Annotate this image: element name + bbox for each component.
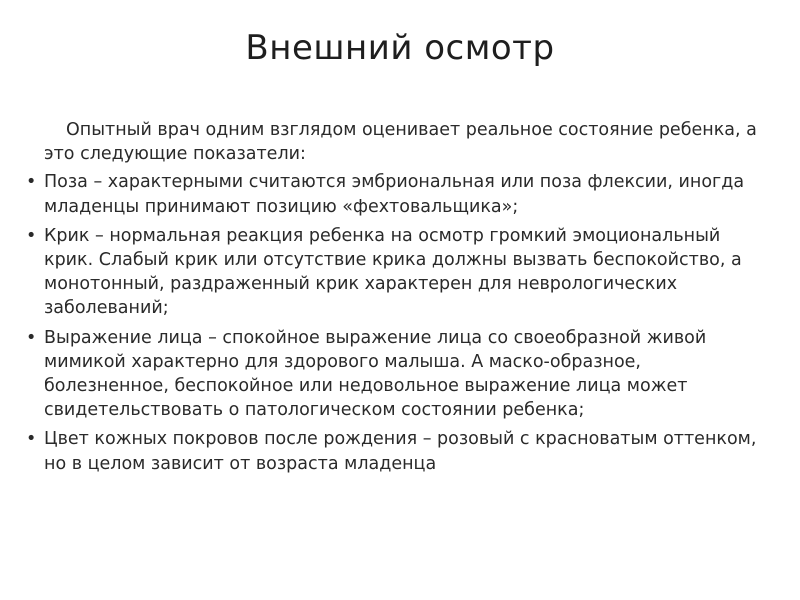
bullet-icon: •	[26, 172, 37, 193]
bullet-text: Поза – характерными считаются эмбриональная или поза флексии, иногда младенцы принимают позицию «фехтовальщика»;	[44, 172, 745, 217]
bullet-list	[24, 170, 764, 475]
bullet-item-posture	[24, 170, 764, 218]
bullet-icon: •	[26, 327, 37, 348]
bullet-item-facial-expression	[24, 326, 764, 423]
bullet-icon: •	[26, 225, 37, 246]
bullet-text: Цвет кожных покровов после рождения – розовый с красноватым оттенком, но в целом зависит от возраста младенца	[44, 429, 757, 474]
slide-body	[24, 118, 764, 481]
intro-paragraph: Опытный врач одним взглядом оценивает реальное состояние ребенка, а это следующие показатели:	[44, 120, 757, 165]
bullet-icon: •	[26, 429, 37, 450]
slide-title: Внешний осмотр	[245, 28, 555, 68]
bullet-text: Крик – нормальная реакция ребенка на осмотр громкий эмоциональный крик. Слабый крик или отсутствие крика должны вызвать беспокойство, а монотонный, раздраженный крик характерен для неврологических заболеваний;	[44, 225, 742, 319]
bullet-text: Выражение лица – спокойное выражение лица со своеобразной живой мимикой характерно для здорового малыша. А маско-образное, болезненное, беспокойное или недовольное выражение лица может свидетельствовать о патологическом состоянии ребенка;	[44, 327, 707, 421]
bullet-item-cry	[24, 224, 764, 321]
bullet-item-skin-color	[24, 427, 764, 475]
